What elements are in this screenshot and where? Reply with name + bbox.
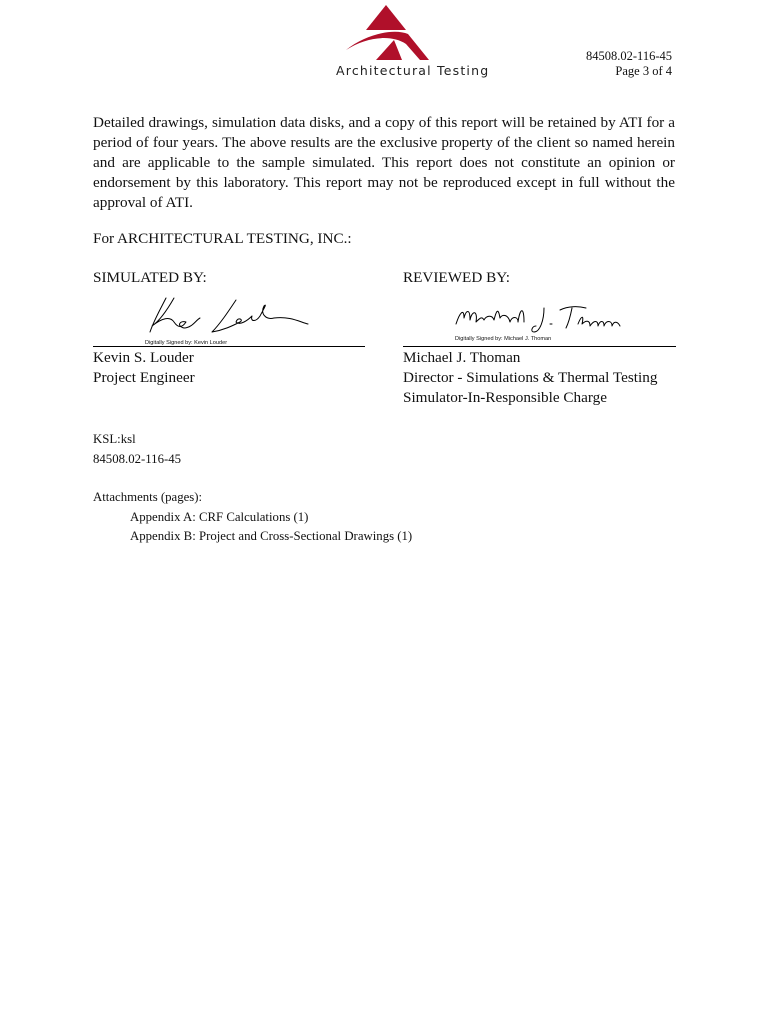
reviewed-by-heading: REVIEWED BY: <box>403 269 511 286</box>
appendix-b: Appendix B: Project and Cross-Sectional Drawings (1) <box>130 529 413 543</box>
reviewed-title: Director - Simulations & Thermal Testing <box>403 369 658 386</box>
simulated-by-heading: SIMULATED BY: <box>93 269 207 286</box>
page-number: Page 3 of 4 <box>615 64 672 78</box>
digital-signature-thoman: Digitally Signed by: Michael J. Thoman <box>455 336 552 342</box>
logo-text: Architectural Testing <box>336 63 490 78</box>
logo-triangle <box>366 5 406 30</box>
signature-louder <box>140 292 310 340</box>
signature-line-left <box>93 346 365 347</box>
for-company-line: For ARCHITECTURAL TESTING, INC.: <box>93 230 352 247</box>
initials: KSL:ksl <box>93 432 136 446</box>
simulated-name: Kevin S. Louder <box>93 349 194 366</box>
signature-line-right <box>403 346 676 347</box>
digital-signature-louder: Digitally Signed by: Kevin Louder <box>145 340 228 346</box>
signature-thoman <box>452 298 622 336</box>
report-number: 84508.02-116-45 <box>586 49 672 63</box>
reviewed-role: Simulator-In-Responsible Charge <box>403 389 607 406</box>
attachments-label: Attachments (pages): <box>93 490 203 504</box>
body-paragraph: Detailed drawings, simulation data disks, and a copy of this report will be retained by ATI for a period of four years. The above results are the exclusive property of the client so named herein and are applicable to the sample simulated. This report does not constitute an opinion or endorsement by this laboratory. This report may not be reproduced except in full without the approval of ATI. <box>93 114 675 211</box>
appendix-a: Appendix A: CRF Calculations (1) <box>130 510 309 524</box>
reviewed-name: Michael J. Thoman <box>403 349 521 366</box>
simulated-title: Project Engineer <box>93 369 195 386</box>
footer-report-number: 84508.02-116-45 <box>93 452 182 466</box>
